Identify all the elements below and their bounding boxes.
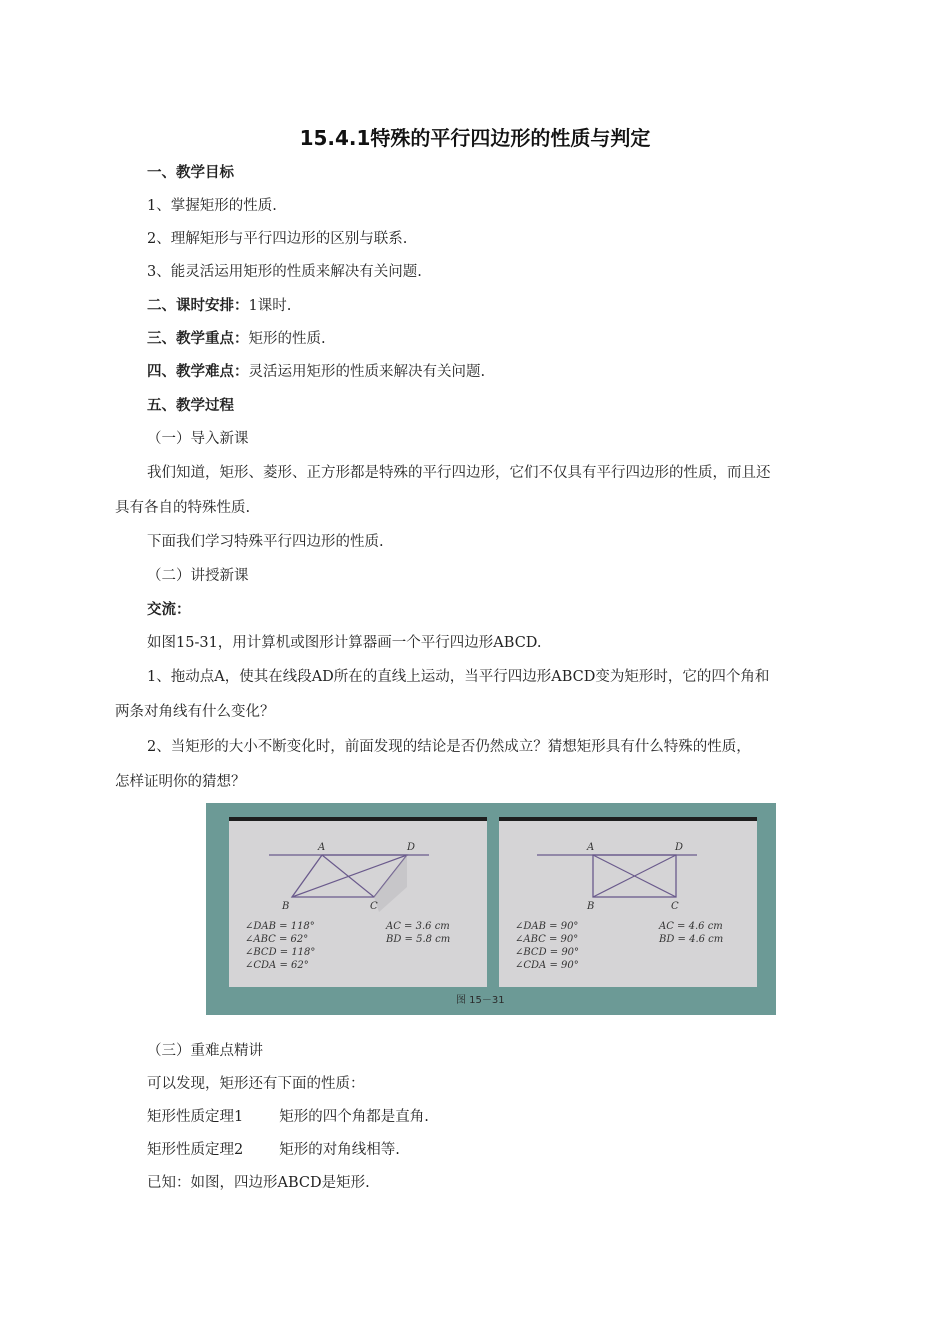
schedule-text: 1课时. bbox=[248, 298, 292, 314]
theorem-text: 矩形的四个角都是直角. bbox=[279, 1109, 429, 1125]
angle-measure: ∠BCD = 90° bbox=[515, 947, 580, 958]
theorem-line bbox=[147, 1107, 429, 1127]
theorem-line bbox=[147, 1140, 400, 1160]
goal-item: 3、能灵活运用矩形的性质来解决有关问题. bbox=[147, 264, 422, 280]
difficulty-text: 灵活运用矩形的性质来解决有关问题. bbox=[248, 364, 486, 380]
difficulty-line bbox=[147, 362, 485, 382]
paragraph-line: 如图15-31，用计算机或图形计算器画一个平行四边形ABCD. bbox=[147, 635, 542, 651]
subsection-heading-intro: （一）导入新课 bbox=[147, 431, 249, 447]
point-label-a: A bbox=[318, 842, 326, 853]
point-label-a: A bbox=[587, 842, 595, 853]
goal-item: 1、掌握矩形的性质. bbox=[147, 198, 277, 214]
figure-caption: 图 15－31 bbox=[456, 995, 505, 1006]
angle-measure: ∠ABC = 62° bbox=[245, 934, 309, 945]
angle-measure: ∠CDA = 62° bbox=[245, 960, 309, 971]
angle-measure: ∠CDA = 90° bbox=[515, 960, 579, 971]
paragraph-line: 我们知道，矩形、菱形、正方形都是特殊的平行四边形，它们不仅具有平行四边形的性质，而且还 bbox=[147, 465, 771, 481]
rectangle-diagram bbox=[499, 817, 757, 987]
parallelogram-diagram bbox=[229, 817, 487, 987]
theorem-text: 矩形的对角线相等. bbox=[279, 1142, 400, 1158]
theorem-label: 矩形性质定理2 bbox=[147, 1142, 244, 1158]
question-line: 2、当矩形的大小不断变化时，前面发现的结论是否仍然成立？猜想矩形具有什么特殊的性质， bbox=[147, 739, 751, 755]
figure-15-31 bbox=[206, 803, 776, 1015]
section-heading-goals: 一、教学目标 bbox=[147, 165, 234, 181]
section-heading-process: 五、教学过程 bbox=[147, 398, 234, 414]
figure-panel-rectangle bbox=[499, 817, 757, 987]
key-point-line bbox=[147, 329, 326, 349]
paragraph-line: 可以发现，矩形还有下面的性质： bbox=[147, 1076, 365, 1092]
question-line: 两条对角线有什么变化？ bbox=[115, 704, 275, 720]
section-heading-key-point: 三、教学重点： bbox=[147, 331, 249, 347]
shadow-area bbox=[374, 855, 407, 912]
angle-measure: ∠BCD = 118° bbox=[245, 947, 316, 958]
section-heading-difficulty: 四、教学难点： bbox=[147, 364, 249, 380]
key-point-text: 矩形的性质. bbox=[248, 331, 326, 347]
point-label-c: C bbox=[671, 901, 679, 912]
question-line: 1、拖动点A，使其在线段AD所在的直线上运动，当平行四边形ABCD变为矩形时，它的四个角和 bbox=[147, 669, 770, 685]
point-label-b: B bbox=[282, 901, 290, 912]
angle-measure: ∠DAB = 118° bbox=[245, 921, 315, 932]
diagonal-measure: AC = 4.6 cm bbox=[659, 921, 723, 932]
angle-measure: ∠DAB = 90° bbox=[515, 921, 579, 932]
section-heading-schedule: 二、课时安排： bbox=[147, 298, 249, 314]
subsection-heading-lecture: （二）讲授新课 bbox=[147, 568, 249, 584]
question-line: 怎样证明你的猜想？ bbox=[115, 774, 246, 790]
page-title: 15.4.1特殊的平行四边形的性质与判定 bbox=[299, 126, 651, 150]
diagonal-measure: BD = 5.8 cm bbox=[386, 934, 451, 945]
goal-item: 2、理解矩形与平行四边形的区别与联系. bbox=[147, 231, 408, 247]
point-label-b: B bbox=[587, 901, 595, 912]
point-label-d: D bbox=[407, 842, 416, 853]
paragraph-line: 下面我们学习特殊平行四边形的性质. bbox=[147, 534, 384, 550]
given-line: 已知：如图，四边形ABCD是矩形. bbox=[147, 1175, 370, 1191]
point-label-c: C bbox=[370, 901, 378, 912]
diagonal-measure: BD = 4.6 cm bbox=[659, 934, 724, 945]
exchange-label: 交流： bbox=[147, 602, 191, 618]
angle-measure: ∠ABC = 90° bbox=[515, 934, 579, 945]
theorem-label: 矩形性质定理1 bbox=[147, 1109, 244, 1125]
point-label-d: D bbox=[675, 842, 684, 853]
figure-panel-parallelogram bbox=[229, 817, 487, 987]
paragraph-line: 具有各自的特殊性质. bbox=[115, 500, 251, 516]
subsection-heading-key-explanation: （三）重难点精讲 bbox=[147, 1043, 263, 1059]
diagonal-measure: AC = 3.6 cm bbox=[386, 921, 450, 932]
schedule-line bbox=[147, 296, 291, 316]
